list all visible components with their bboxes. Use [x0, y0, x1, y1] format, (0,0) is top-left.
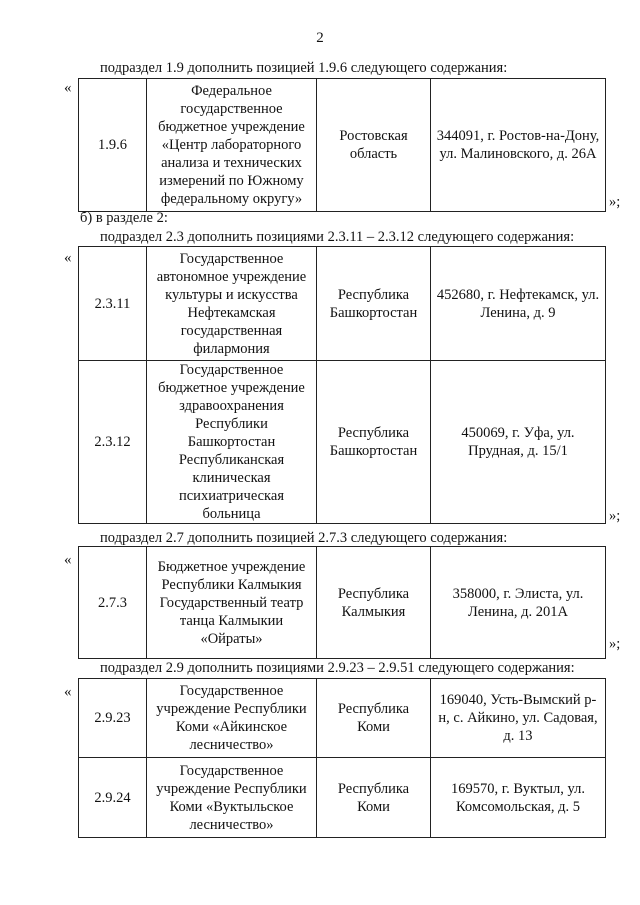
table-2-7 — [78, 546, 606, 659]
institution-name: Государственное автономное учреждение культуры и искусства Нефтекамская государственная филармония — [147, 247, 317, 361]
section-heading-2-9: подраздел 2.9 дополнить позициями 2.9.23 – 2.9.51 следующего содержания: — [100, 660, 575, 676]
page-number: 2 — [316, 30, 324, 46]
close-mark: »; — [609, 508, 621, 524]
open-quote: « — [64, 552, 72, 568]
table-row — [79, 679, 606, 758]
section-heading-2-3: подраздел 2.3 дополнить позициями 2.3.11 – 2.3.12 следующего содержания: — [100, 229, 575, 245]
open-quote: « — [64, 250, 72, 266]
region: Республика Башкортостан — [317, 247, 431, 361]
address: 358000, г. Элиста, ул. Ленина, д. 201А — [431, 547, 606, 659]
table-row — [79, 247, 606, 361]
position-code: 2.9.24 — [79, 758, 147, 838]
address: 452680, г. Нефтекамск, ул. Ленина, д. 9 — [431, 247, 606, 361]
open-quote: « — [64, 80, 72, 96]
part-b-heading: б) в разделе 2: — [80, 210, 168, 226]
table-row — [79, 758, 606, 838]
close-mark: »; — [609, 636, 621, 652]
position-code: 2.3.11 — [79, 247, 147, 361]
institution-name: Государственное учреждение Республики Коми «Айкинское лесничество» — [147, 679, 317, 758]
position-code: 2.7.3 — [79, 547, 147, 659]
position-code: 2.9.23 — [79, 679, 147, 758]
position-code: 1.9.6 — [79, 79, 147, 212]
region: Республика Коми — [317, 758, 431, 838]
table-2-9 — [78, 678, 606, 838]
table-row — [79, 79, 606, 212]
address: 169570, г. Вуктыл, ул. Комсомольская, д. 5 — [431, 758, 606, 838]
institution-name: Государственное бюджетное учреждение здравоохранения Республики Башкортостан Республиканская клиническая психиатрическая больница — [147, 361, 317, 524]
region: Республика Коми — [317, 679, 431, 758]
address: 169040, Усть-Вымский р-н, с. Айкино, ул. Садовая, д. 13 — [431, 679, 606, 758]
region: Республика Калмыкия — [317, 547, 431, 659]
address: 344091, г. Ростов-на-Дону, ул. Малиновского, д. 26А — [431, 79, 606, 212]
close-mark: »; — [609, 194, 621, 210]
section-heading-2-7: подраздел 2.7 дополнить позицией 2.7.3 следующего содержания: — [100, 530, 508, 546]
institution-name: Бюджетное учреждение Республики Калмыкия Государственный театр танца Калмыкии «Ойраты» — [147, 547, 317, 659]
table-row — [79, 547, 606, 659]
region: Ростовская область — [317, 79, 431, 212]
address: 450069, г. Уфа, ул. Прудная, д. 15/1 — [431, 361, 606, 524]
open-quote: « — [64, 684, 72, 700]
institution-name: Государственное учреждение Республики Коми «Вуктыльское лесничество» — [147, 758, 317, 838]
table-row — [79, 361, 606, 524]
table-2-3 — [78, 246, 606, 524]
table-1-9 — [78, 78, 606, 212]
section-heading-1-9: подраздел 1.9 дополнить позицией 1.9.6 следующего содержания: — [100, 60, 508, 76]
institution-name: Федеральное государственное бюджетное учреждение «Центр лабораторного анализа и технических измерений по Южному федеральному округу» — [147, 79, 317, 212]
position-code: 2.3.12 — [79, 361, 147, 524]
region: Республика Башкортостан — [317, 361, 431, 524]
